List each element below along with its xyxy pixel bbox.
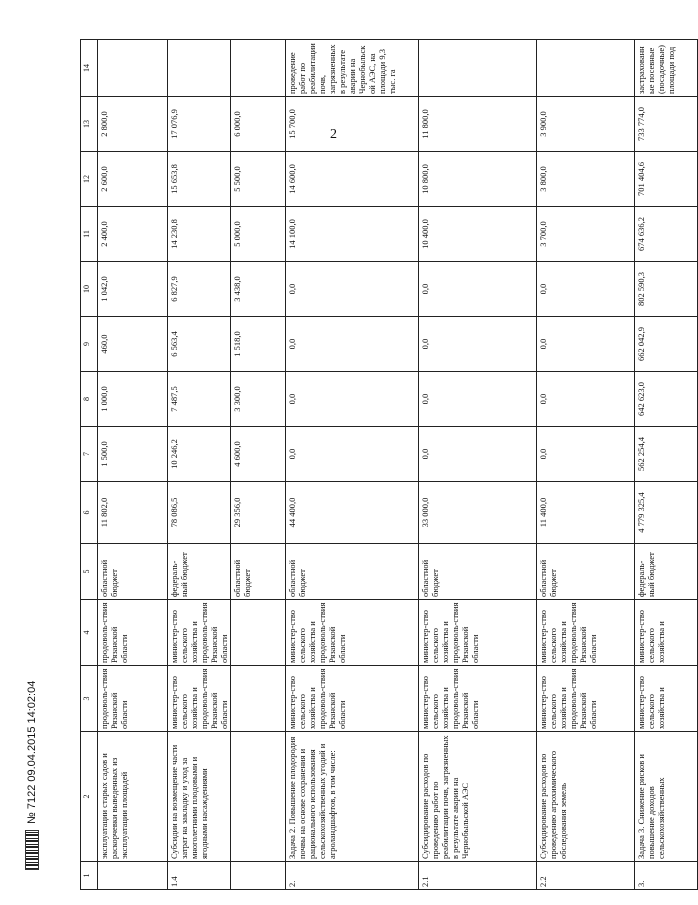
table-cell: 15 700,0: [286, 97, 419, 152]
table-cell: министер-ство сельского хозяйства и продоволь-ствия Рязанской области: [286, 666, 419, 732]
table-cell: 0,0: [286, 262, 419, 317]
header-cell: 12: [81, 152, 98, 207]
header-cell: 9: [81, 317, 98, 372]
registration-stamp: [22, 600, 42, 870]
table-cell: 2 400,0: [98, 207, 168, 262]
table-cell: продоволь-ствия Рязанской области: [98, 666, 168, 732]
header-cell: 7: [81, 427, 98, 482]
table-cell: 0,0: [286, 372, 419, 427]
table-cell: областной бюджет: [286, 544, 419, 600]
table-cell: 2.1: [419, 862, 537, 890]
table-cell: 1.4: [168, 862, 231, 890]
table-cell: областной бюджет: [419, 544, 537, 600]
table-cell: 1 000,0: [98, 372, 168, 427]
table-cell: 15 653,8: [168, 152, 231, 207]
table-cell: 0,0: [537, 262, 635, 317]
table-cell: 0,0: [537, 372, 635, 427]
table-cell: 802 590,3: [635, 262, 698, 317]
table-cell: 3 700,0: [537, 207, 635, 262]
table-cell: 17 076,9: [168, 97, 231, 152]
table-cell: 2.2: [537, 862, 635, 890]
table-cell: министер-ство сельского хозяйства и продоволь-ствия Рязанской области: [286, 600, 419, 666]
header-cell: 1: [81, 862, 98, 890]
table-cell: [419, 40, 537, 97]
table-cell: областной бюджет: [537, 544, 635, 600]
table-cell: 4 600,0: [231, 427, 286, 482]
table-cell: 642 623,0: [635, 372, 698, 427]
table-cell: министер-ство сельского хозяйства и продоволь-ствия Рязанской области: [419, 600, 537, 666]
table-cell: 44 400,0: [286, 482, 419, 544]
table-cell: Субсидирование расходов по проведению агрохимического обследования земель: [537, 732, 635, 862]
table-cell: 0,0: [419, 262, 537, 317]
table-cell: [98, 40, 168, 97]
table-cell: 0,0: [419, 427, 537, 482]
table-cell: проведение работ по реабилитации почв, загрязненных в результате аварии на Чернобыльской АЭС, на площади 9,3 тыс. га: [286, 40, 419, 97]
table-cell: Субсидирование расходов по проведению работ по реабилитации почв, загрязненных в результате аварии на Чернобыльской АЭС: [419, 732, 537, 862]
table-cell: Задача 3. Снижение рисков и повышение доходов сельскохозяйственных: [635, 732, 698, 862]
table-row: [98, 40, 168, 890]
table-cell: 6 000,0: [231, 97, 286, 152]
table-cell: [231, 732, 286, 862]
table-row: [231, 40, 286, 890]
table-cell: 0,0: [537, 427, 635, 482]
table-cell: 14 230,8: [168, 207, 231, 262]
table-cell: 562 254,4: [635, 427, 698, 482]
header-cell: 11: [81, 207, 98, 262]
table-cell: [168, 40, 231, 97]
table-cell: 14 100,0: [286, 207, 419, 262]
table-cell: 78 086,5: [168, 482, 231, 544]
program-table: [80, 39, 698, 890]
table-cell: 701 404,6: [635, 152, 698, 207]
table-cell: 1 518,0: [231, 317, 286, 372]
table-cell: 6 827,9: [168, 262, 231, 317]
table-cell: федераль-ный бюджет: [635, 544, 698, 600]
table-cell: министер-ство сельского хозяйства и продоволь-ствия Рязанской области: [537, 666, 635, 732]
table-cell: 11 802,0: [98, 482, 168, 544]
table-cell: 5 000,0: [231, 207, 286, 262]
table-cell: 2.: [286, 862, 419, 890]
header-cell: 8: [81, 372, 98, 427]
page-number: 2: [330, 127, 337, 142]
table-cell: 3 800,0: [537, 152, 635, 207]
table-cell: 33 000,0: [419, 482, 537, 544]
table-cell: 3.: [635, 862, 698, 890]
header-cell: 13: [81, 97, 98, 152]
header-cell: 14: [81, 40, 98, 97]
table-cell: 29 356,0: [231, 482, 286, 544]
table-rotator: [80, 40, 677, 890]
barcode-icon: [25, 830, 39, 870]
header-cell: 10: [81, 262, 98, 317]
table-row: [286, 40, 419, 890]
header-cell: 5: [81, 544, 98, 600]
header-cell: 6: [81, 482, 98, 544]
table-cell: 2 600,0: [98, 152, 168, 207]
table-cell: 0,0: [537, 317, 635, 372]
table-cell: [231, 666, 286, 732]
table-row: [168, 40, 231, 890]
stamp-text: № 7122 09.04.2015 14:02:04: [26, 680, 38, 824]
table-cell: 733 774,0: [635, 97, 698, 152]
table-cell: 3 300,0: [231, 372, 286, 427]
table-cell: 1 042,0: [98, 262, 168, 317]
table-cell: [231, 600, 286, 666]
table-cell: 662 042,9: [635, 317, 698, 372]
header-cell: 4: [81, 600, 98, 666]
table-cell: министер-ство сельского хозяйства и продоволь-ствия Рязанской области: [168, 666, 231, 732]
rotated-page: [80, 30, 677, 900]
table-cell: 0,0: [419, 317, 537, 372]
table-cell: областной бюджет: [98, 544, 168, 600]
table-cell: 10 800,0: [419, 152, 537, 207]
header-cell: 2: [81, 732, 98, 862]
table-body: [81, 40, 698, 890]
table-cell: 0,0: [419, 372, 537, 427]
table-cell: [98, 862, 168, 890]
table-row: [635, 40, 698, 890]
table-cell: 10 400,0: [419, 207, 537, 262]
table-cell: Субсидии на возмещение части затрат на закладку и уход за многолетними плодовыми и ягодными насаждениями: [168, 732, 231, 862]
table-cell: 5 500,0: [231, 152, 286, 207]
table-cell: застрахованные посевные (посадочные) площади под: [635, 40, 698, 97]
table-cell: 11 400,0: [537, 482, 635, 544]
table-cell: 2 800,0: [98, 97, 168, 152]
table-cell: 3 438,0: [231, 262, 286, 317]
table-cell: министер-ство сельского хозяйства и: [635, 600, 698, 666]
table-cell: 0,0: [286, 427, 419, 482]
table-cell: 14 600,0: [286, 152, 419, 207]
table-cell: [537, 40, 635, 97]
table-cell: продоволь-ствия Рязанской области: [98, 600, 168, 666]
table-cell: [231, 40, 286, 97]
table-cell: 6 563,4: [168, 317, 231, 372]
table-cell: 7 487,5: [168, 372, 231, 427]
table-cell: 3 900,0: [537, 97, 635, 152]
table-cell: областной бюджет: [231, 544, 286, 600]
table-row: [419, 40, 537, 890]
table-cell: 10 246,2: [168, 427, 231, 482]
header-cell: 3: [81, 666, 98, 732]
table-cell: федераль-ный бюджет: [168, 544, 231, 600]
table-cell: 11 800,0: [419, 97, 537, 152]
table-cell: 4 779 325,4: [635, 482, 698, 544]
table-cell: министер-ство сельского хозяйства и продоволь-ствия Рязанской области: [168, 600, 231, 666]
table-cell: эксплуатации старых садов и раскорчевки выведенных из эксплуатации площадей: [98, 732, 168, 862]
table-row: [537, 40, 635, 890]
table-cell: министер-ство сельского хозяйства и продоволь-ствия Рязанской области: [419, 666, 537, 732]
table-cell: 1 500,0: [98, 427, 168, 482]
table-cell: 460,0: [98, 317, 168, 372]
table-cell: [231, 862, 286, 890]
table-cell: Задача 2. Повышение плодородия почвы на основе сохранения и рационального использования сельскохозяйственных угодий и агроландшафтов, в том числе:: [286, 732, 419, 862]
table-cell: 0,0: [286, 317, 419, 372]
table-cell: министер-ство сельского хозяйства и продоволь-ствия Рязанской области: [537, 600, 635, 666]
table-cell: 674 636,2: [635, 207, 698, 262]
header-row: [81, 40, 98, 890]
table-cell: министер-ство сельского хозяйства и: [635, 666, 698, 732]
